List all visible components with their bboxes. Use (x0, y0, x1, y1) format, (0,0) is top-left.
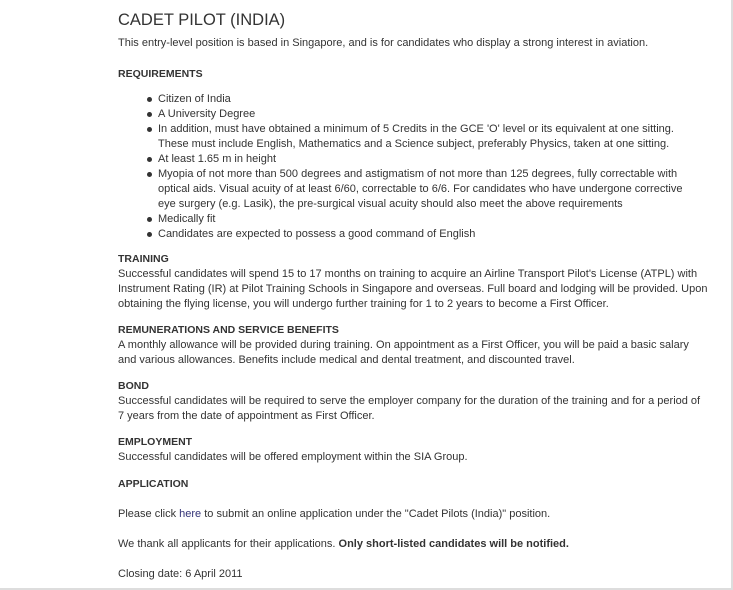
training-section (118, 252, 708, 312)
bond-heading: BOND (118, 380, 149, 392)
application-prefix: Please click (118, 508, 180, 520)
apply-here-link[interactable]: here (179, 508, 202, 520)
employment-heading: EMPLOYMENT (118, 436, 193, 448)
bond-text: Successful candidates will be required to serve the employer company for the duration of the training and for a period of 7 years from the date of appointment as First Officer. (118, 395, 701, 422)
remuneration-section (118, 323, 708, 368)
application-section (118, 477, 708, 492)
list-item: Candidates are expected to possess a good command of English (158, 227, 698, 242)
shortlist-notice: Only short-listed candidates will be notified. (338, 538, 569, 550)
list-item: A University Degree (158, 107, 698, 122)
application-heading: APPLICATION (118, 478, 189, 490)
training-text: Successful candidates will spend 15 to 17 months on training to acquire an Airline Transport Pilot's License (ATPL) with Instrument Rating (IR) at Pilot Training Schools in Singapore and overseas. Full board and lodging will be provided. Upon obtaining the flying license, you will undergo further training for 1 to 2 years to become a First Officer. (118, 268, 708, 310)
list-item: In addition, must have obtained a minimum of 5 Credits in the GCE 'O' level or its equivalent at one sitting. These must include English, Mathematics and a Science subject, preferably Physics, taken at one sitting. (158, 122, 698, 152)
page-title: CADET PILOT (INDIA) (118, 11, 286, 29)
list-item: At least 1.65 m in height (158, 152, 698, 167)
remuneration-text: A monthly allowance will be provided during training. On appointment as a First Officer, you will be paid a basic salary and various allowances. Benefits include medical and dental treatment, and discounted travel. (118, 339, 689, 366)
application-instruction (118, 507, 708, 522)
requirements-list (118, 92, 698, 242)
application-suffix: to submit an online application under the "Cadet Pilots (India)" position. (201, 508, 551, 520)
requirements-heading: REQUIREMENTS (118, 68, 203, 80)
remuneration-heading: REMUNERATIONS AND SERVICE BENEFITS (118, 324, 339, 336)
bond-section (118, 379, 708, 424)
thanks-text: We thank all applicants for their applications. (118, 538, 339, 550)
intro-text: This entry-level position is based in Singapore, and is for candidates who display a strong interest in aviation. (118, 37, 649, 49)
list-item: Medically fit (158, 212, 698, 227)
thanks-line (118, 537, 708, 552)
training-heading: TRAINING (118, 253, 169, 265)
closing-date: Closing date: 6 April 2011 (118, 568, 243, 580)
list-item: Myopia of not more than 500 degrees and astigmatism of not more than 125 degrees, fully correctable with optical aids. Visual acuity of at least 6/60, correctable to 6/6. For candidates who have undergone corrective eye surgery (e.g. Lasik), the pre-surgical visual acuity should also meet the above requirements (158, 167, 698, 212)
employment-text: Successful candidates will be offered employment within the SIA Group. (118, 451, 468, 463)
list-item: Citizen of India (158, 92, 698, 107)
employment-section (118, 435, 708, 465)
